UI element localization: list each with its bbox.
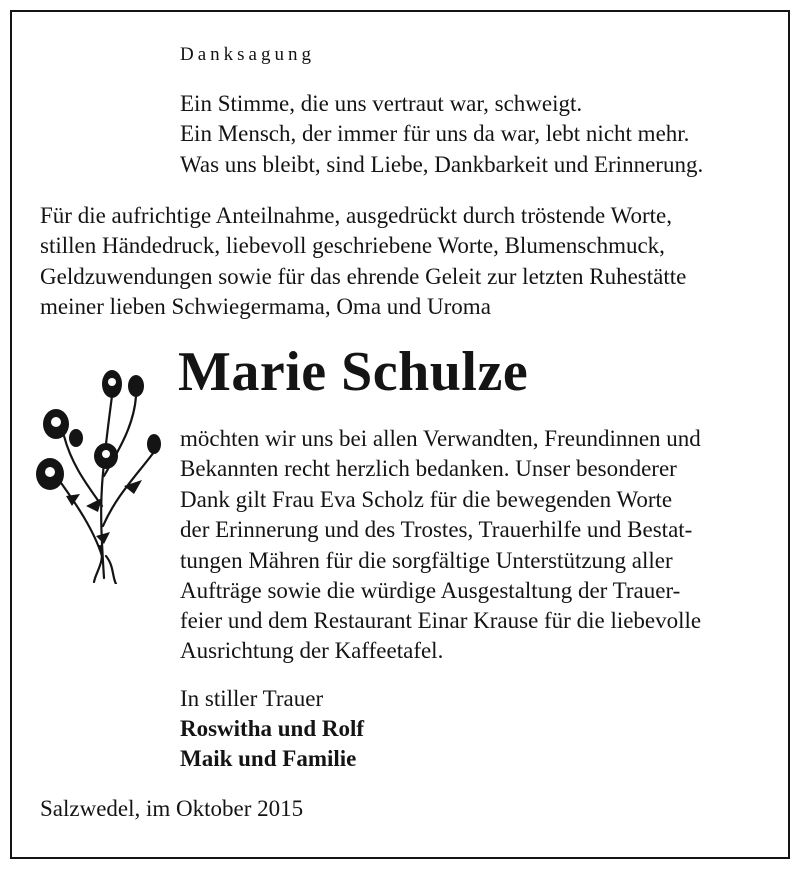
verse-line-3: Was uns bleibt, sind Liebe, Dankbarkeit und Erinnerung. [180,152,704,177]
rose-bouquet-icon [36,356,164,584]
place-date: Salzwedel, im Oktober 2015 [40,796,304,821]
thanks-line-2: Bekannten recht herzlich bedanken. Unser besonderer [180,456,677,481]
signature-1: Roswitha und Rolf [180,716,365,741]
signature-2: Maik und Familie [180,746,357,771]
intro-line-2: stillen Händedruck, liebevoll geschriebene Worte, Blumenschmuck, [40,233,665,258]
thanks-line-5: tungen Mähren für die sorgfältige Unterstützung aller [180,548,673,573]
thanks-line-1: möchten wir uns bei allen Verwandten, Freundinnen und [180,426,701,451]
thanks-line-4: der Erinnerung und des Trostes, Trauerhilfe und Bestat- [180,517,693,542]
thanks-line-8: Ausrichtung der Kaffeetafel. [180,638,444,663]
verse-line-2: Ein Mensch, der immer für uns da war, lebt nicht mehr. [180,121,690,146]
intro-line-4: meiner lieben Schwiegermama, Oma und Uroma [40,294,491,319]
notice-heading: Danksagung [180,44,315,65]
thanks-line-6: Aufträge sowie die würdige Ausgestaltung der Trauer- [180,578,681,603]
deceased-name: Marie Schulze [178,341,529,403]
closing-phrase: In stiller Trauer [180,686,324,711]
intro-line-1: Für die aufrichtige Anteilnahme, ausgedrückt durch tröstende Worte, [40,203,672,228]
thanks-line-3: Dank gilt Frau Eva Scholz für die bewegenden Worte [180,487,673,512]
verse-line-1: Ein Stimme, die uns vertraut war, schweigt. [180,91,583,116]
thanks-line-7: feier und dem Restaurant Einar Krause für die liebevolle [180,608,702,633]
intro-line-3: Geldzuwendungen sowie für das ehrende Geleit zur letzten Ruhestätte [40,264,687,289]
